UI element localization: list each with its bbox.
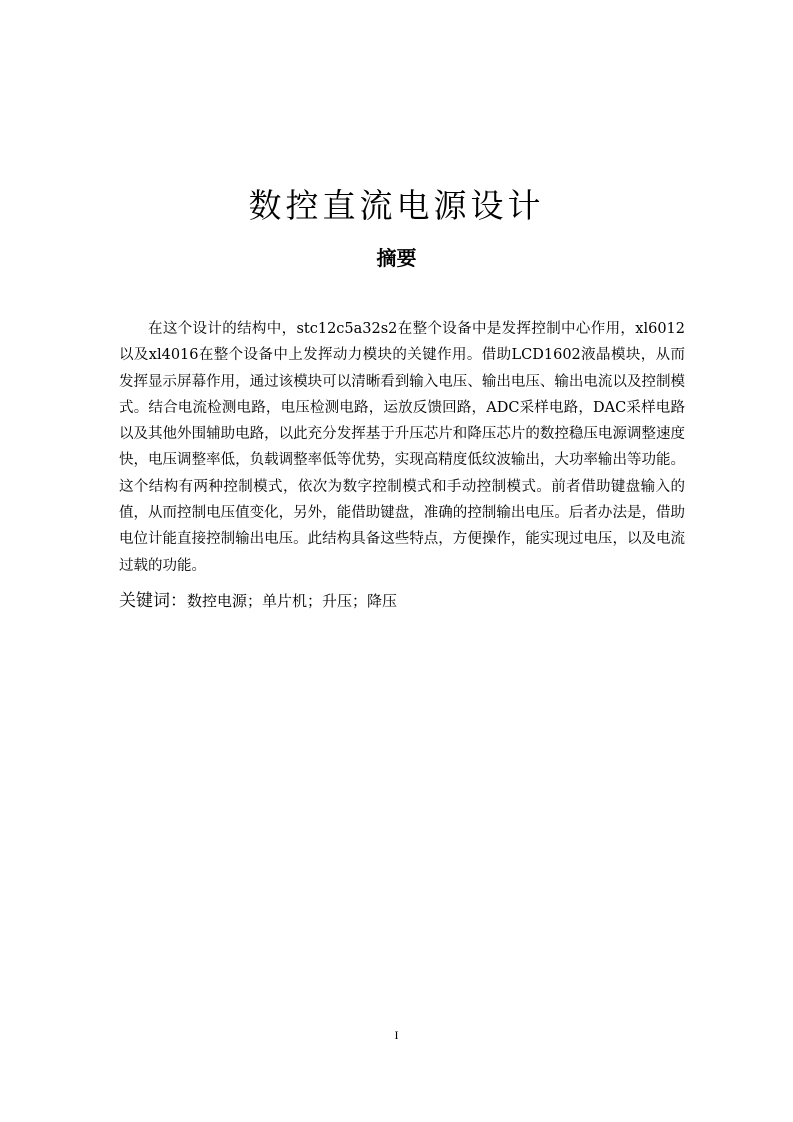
- abstract-heading: 摘要: [376, 246, 417, 270]
- abstract-paragraph: 在这个设计的结构中，stc12c5a32s2在整个设备中是发挥控制中心作用，xl6012以及xl4016在整个设备中上发挥动力模块的关键作用。借助LCD1602液晶模块，从而发挥显示屏幕作用，通过该模块可以清晰看到输入电压、输出电压、输出电流以及控制模式。结合电流检测电路，电压检测电路，运放反馈回路，ADC采样电路，DAC采样电路以及其他外围辅助电路，以此充分发挥基于升压芯片和降压芯片的数控稳压电源调整速度快，电压调整率低，负载调整率低等优势，实现高精度低纹波输出，大功率输出等功能。这个结构有两种控制模式，依次为数字控制模式和手动控制模式。前者借助键盘输入的值，从而控制电压值变化，另外，能借助键盘，准确的控制输出电压。后者办法是，借助电位计能直接控制输出电压。此结构具备这些特点，方便操作，能实现过电压，以及电流过载的功能。: [119, 321, 685, 574]
- page-number: I: [394, 1028, 399, 1042]
- keywords-line: [119, 588, 685, 614]
- keywords-label: 关键词：: [119, 591, 187, 611]
- document-title: 数控直流电源设计: [248, 186, 545, 225]
- keywords-value: 数控电源；单片机；升压；降压: [187, 592, 398, 610]
